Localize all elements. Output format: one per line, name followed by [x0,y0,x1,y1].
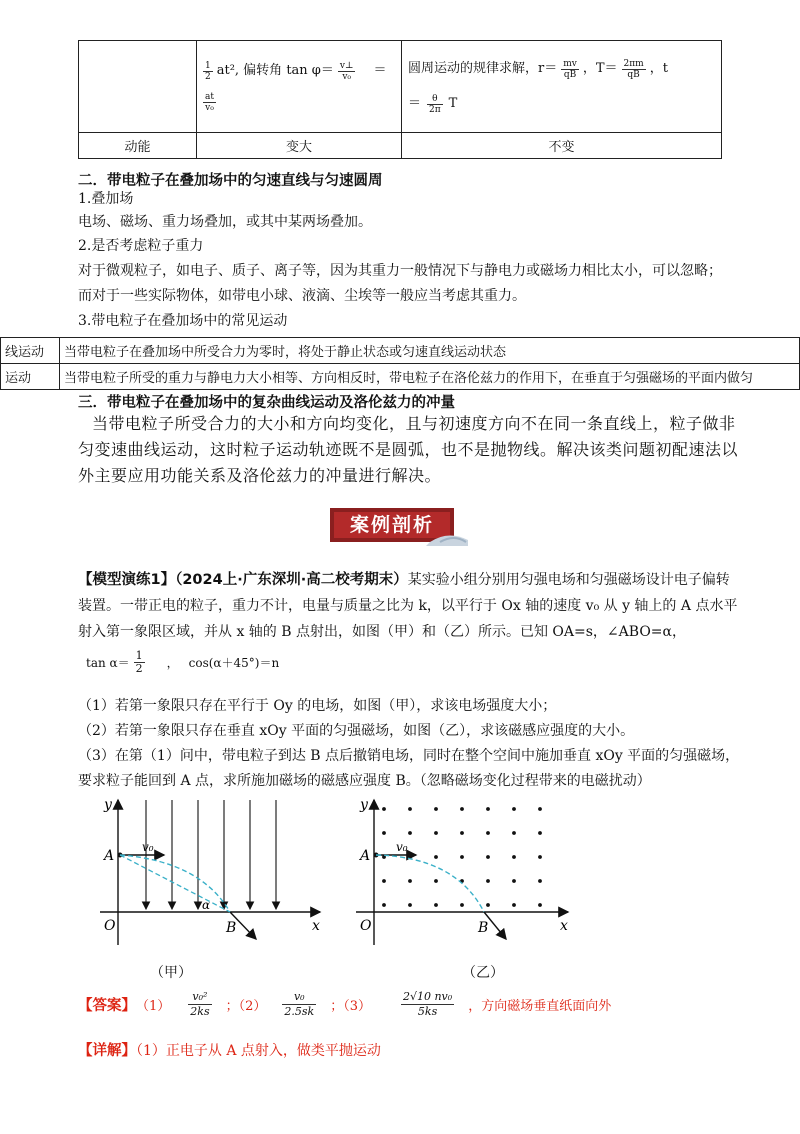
electric-field-lines [146,800,276,909]
svg-text:y: y [104,797,112,813]
fraction-v-ratio: $\frac{v\perp}{\text{v₀}}$ [339,60,354,82]
case-analysis-banner [330,506,468,548]
field-dot [486,807,490,811]
fraction-half: $\frac{1}{2}$ [205,60,211,82]
fraction-radius: $\frac{mv}{qB}$ [563,58,577,80]
section2-sub1-text: 电场、磁场、重力场叠加，或其中某两场叠加。 [78,214,372,230]
answer-2-fraction: $\frac{\text{v₀}}{2.5sk}$ [284,990,315,1018]
table-cell-empty [79,41,197,133]
detail-line: 【详解】（1）正电子从 A 点射入，做类平抛运动 [78,1043,381,1059]
svg-text:x: x [560,918,568,934]
table-cell-kinetic-magnetic: 不变 [402,133,722,159]
comparison-table-fragment [78,40,722,159]
problem-line2: 装置。一带正电的粒子，重力不计，电量与质量之比为 k，以平行于 Ox 轴的速度 v₀ 从 y 轴上的 A 点水平 [78,598,738,614]
fraction-period: $\frac{2\pi m}{qB}$ [623,58,644,80]
figure-jia-electric-field [80,795,330,955]
section2-sub3: 3.带电粒子在叠加场中的常见运动 [78,313,288,329]
answer-line: 【答案】 （1） $\frac{\text{v₀²}}{2ks}$ ；（2） $\frac{\text{v₀}}{2.5sk}$ ；（3） $\frac{\text{2√10 nv₀}}{5ks}$ ，方向磁场垂直纸面向外 [78,990,612,1018]
table-cell-magnetic-deflection: 圆周运动的规律求解，r＝ $\frac{mv}{qB}$ ，T＝ $\frac{2\pi m}{qB}$ ，t ＝ $\frac{\theta}{2\pi}$ T [402,41,722,133]
motion-types-table [0,337,800,390]
field-dot [408,879,412,883]
magnetic-field-dots [382,807,542,907]
motion-row-text-linear: 当带电粒子在叠加场中所受合力为零时，将处于静止状态或匀速直线运动状态 [60,338,800,364]
fraction-theta: $\frac{\theta}{2\pi}$ [429,93,441,115]
answer-tag: 【答案】 [78,998,136,1014]
field-dot [486,831,490,835]
trajectory-dashed [376,855,484,912]
field-dot [538,807,542,811]
field-dot [434,855,438,859]
section3-para-line1: 当带电粒子所受合力的大小和方向均变化，且与初速度方向不在同一条直线上，粒子做非 [92,414,736,433]
table-cell-kinetic-electric: 变大 [197,133,402,159]
section2-sub1: 1.叠加场 [78,191,134,207]
svg-text:A: A [104,848,115,864]
field-dot [460,903,464,907]
field-dot [434,879,438,883]
question-3-line1: （3）在第（1）问中，带电粒子到达 B 点后撤销电场，同时在整个空间中施加垂直 xOy 平面的匀强磁场， [78,748,740,764]
table-row-label-kinetic: 动能 [79,133,197,159]
field-dot [486,903,490,907]
field-dot [460,855,464,859]
section2-sub2: 2.是否考虑粒子重力 [78,238,204,254]
field-dot [434,831,438,835]
section3-para-line2: 匀变速曲线运动，这时粒子运动轨迹既不是圆弧，也不是抛物线。解决该类问题初配速法以 [78,440,739,459]
svg-text:v₀: v₀ [396,840,408,854]
field-dot [512,831,516,835]
section3-title: 三．带电粒子在叠加场中的复杂曲线运动及洛伦兹力的冲量 [78,395,455,411]
field-dot [538,855,542,859]
section3-para-line3: 外主要应用功能关系及洛伦兹力的冲量进行解决。 [78,466,442,485]
problem-line3: 射入第一象限区域，并从 x 轴的 B 点射出，如图（甲）和（乙）所示。已知 OA=s，∠ABO=α， [78,624,686,640]
field-dot [486,855,490,859]
field-dot [434,807,438,811]
svg-text:A: A [360,848,371,864]
field-dot [408,807,412,811]
answer-3-fraction: $\frac{\text{2√10 nv₀}}{5ks}$ [402,990,453,1018]
figure-yi-caption: （乙） [462,965,504,981]
field-dot [512,879,516,883]
field-dot [408,903,412,907]
field-dot [512,903,516,907]
problem-tag: 【模型演练1】 [78,572,176,588]
field-dot [512,855,516,859]
field-dot [538,831,542,835]
svg-text:B: B [478,920,489,936]
question-3-line2: 要求粒子能回到 A 点，求所施加磁场的磁感应强度 B。（忽略磁场变化过程带来的电磁扰动） [78,773,651,789]
detail-tag: 【详解】 [78,1043,136,1059]
svg-text:y: y [360,797,368,813]
problem-line1: 【模型演练1】（2024上·广东深圳·高二校考期末）某实验小组分别用匀强电场和匀强磁场设计电子偏转 [78,572,730,588]
line-AB-dashed [120,855,230,912]
motion-row-label-linear: 线运动 [1,338,60,364]
svg-text:v₀: v₀ [142,840,154,854]
motion-row-label-circular: 运动 [1,364,60,390]
figure-yi-magnetic-field [336,795,586,955]
question-1: （1）若第一象限只存在平行于 Oy 的电场，如图（甲），求该电场强度大小； [78,698,557,714]
field-dot [538,879,542,883]
svg-text:x: x [312,918,320,934]
section2-title: 二．带电粒子在叠加场中的匀速直线与匀速圆周 [78,173,383,189]
problem-source: （2024上·广东深圳·高二校考期末） [175,572,408,588]
field-dot [382,879,386,883]
section2-sub2-text2: 而对于一些实际物体，如带电小球、液滴、尘埃等一般应当考虑其重力。 [78,288,526,304]
svg-text:O: O [104,918,116,934]
field-dot [512,807,516,811]
field-dot [382,831,386,835]
svg-text:B: B [226,920,237,936]
section2-sub2-text1: 对于微观粒子，如电子、质子、离子等，因为其重力一般情况下与静电力或磁场力相比太小，可以忽略； [78,263,722,279]
field-dot [408,831,412,835]
banner-title: 案例剖析 [349,514,434,536]
field-dot [434,903,438,907]
problem-given-formulas: tan α＝ $\frac{1}{2}$ ， cos(α＋45°)＝n [86,649,280,675]
field-dot [460,807,464,811]
field-dot [382,807,386,811]
svg-text:α: α [202,898,211,912]
fraction-at-ratio: $\frac{at}{\text{v₀}}$ [205,91,214,113]
fraction-tan: $\frac{1}{2}$ [135,649,143,675]
question-2: （2）若第一象限只存在垂直 xOy 平面的匀强磁场，如图（乙），求该磁感应强度的大小。 [78,723,635,739]
field-dot [460,831,464,835]
field-dot [538,903,542,907]
svg-text:O: O [360,918,372,934]
table-cell-electric-deflection: $\frac{1}{2}$ at², 偏转角 tan φ＝ $\frac{v\perp}{\text{v₀}}$ ＝ $\frac{at}{\text{v₀}}$ [197,41,402,133]
motion-row-text-circular: 当带电粒子所受的重力与静电力大小相等、方向相反时，带电粒子在洛伦兹力的作用下，在垂直于匀强磁场的平面内做匀 [60,364,800,390]
field-dot [382,903,386,907]
answer-1-fraction: $\frac{\text{v₀²}}{2ks}$ [190,990,210,1018]
field-dot [486,879,490,883]
figure-jia-caption: （甲） [150,965,192,981]
